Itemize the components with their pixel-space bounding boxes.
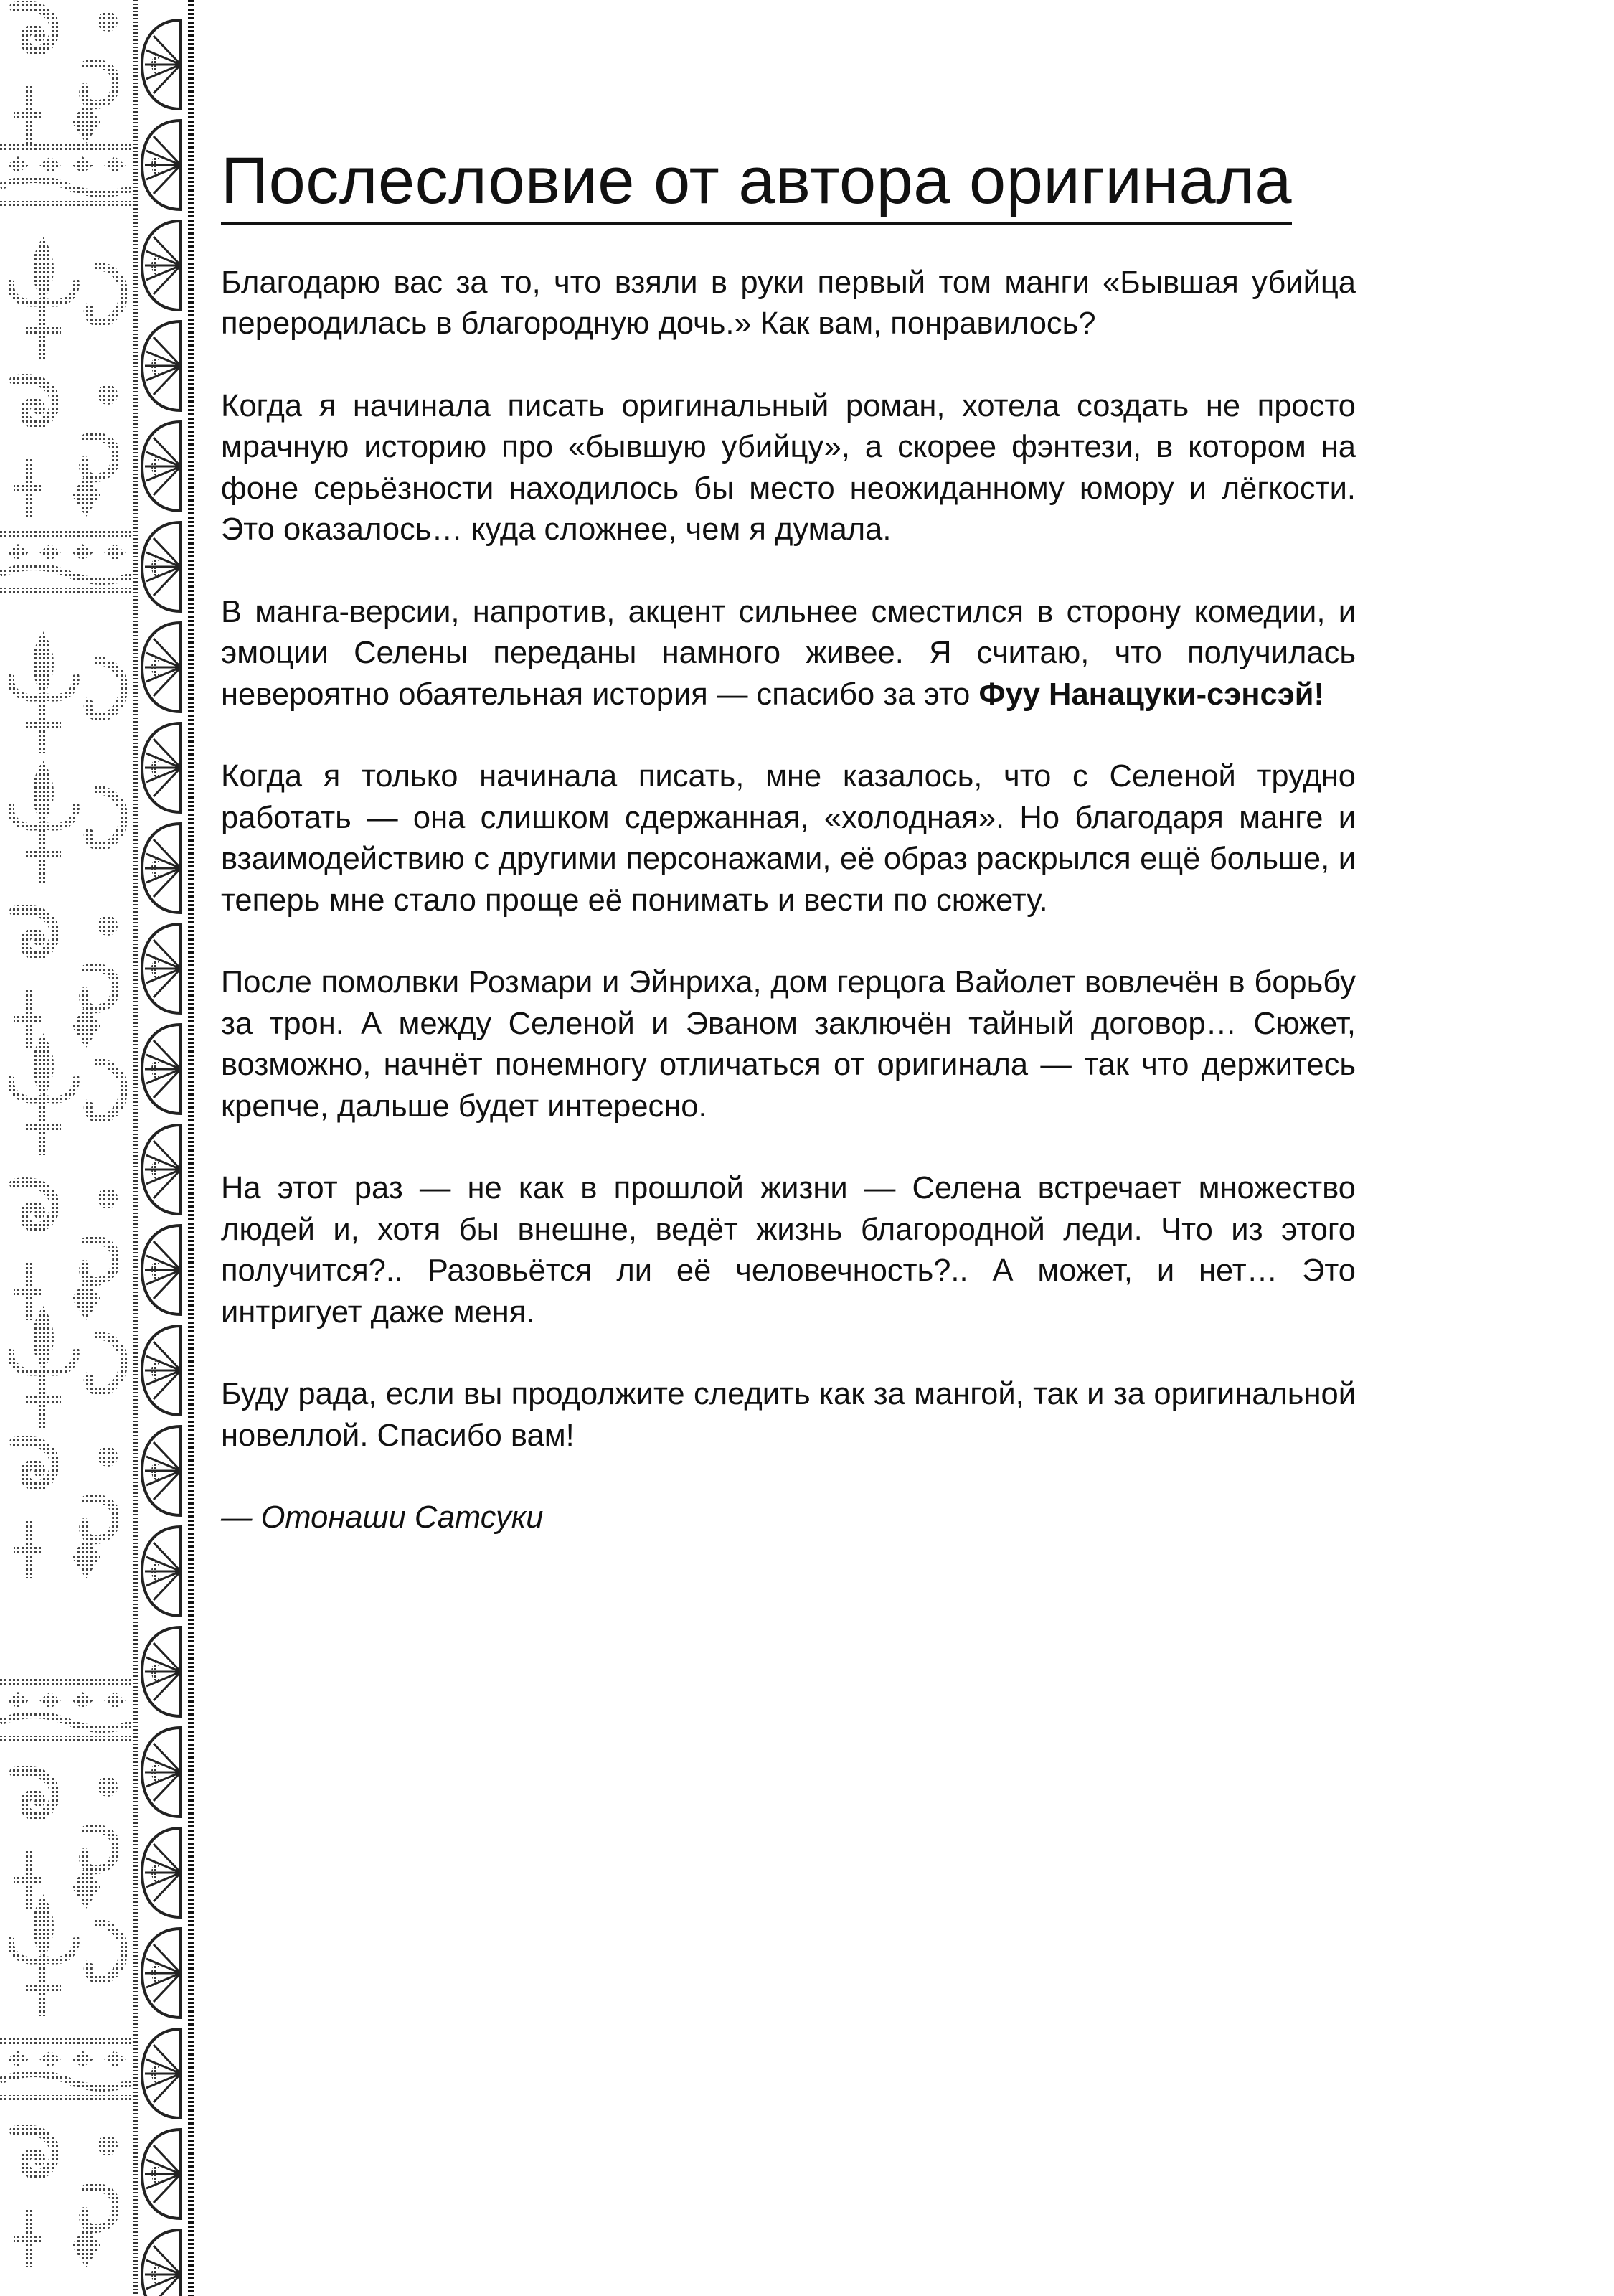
paragraph-1: [221, 263, 1356, 345]
paragraph-4: [221, 756, 1356, 921]
illustrator-name: Фуу Нанацуки-сэнсэй!: [978, 677, 1324, 712]
paragraph-text: Благодарю вас за то, что взяли в руки первый том манги «Бывшая убийца переродилась в благородную дочь.» Как вам, понравилось?: [221, 265, 1356, 342]
afterword-content: [221, 144, 1356, 1539]
ornamental-border: [0, 0, 136, 2296]
paragraph-7: [221, 1374, 1356, 1457]
ornament-pattern: [0, 0, 136, 2296]
paragraph-text: Буду рада, если вы продолжите следить как за мангой, так и за оригинальной новеллой. Спасибо вам!: [221, 1377, 1356, 1453]
shell-ornament-pattern: [136, 0, 187, 2296]
paragraph-5: [221, 962, 1356, 1127]
paragraph-text: После помолвки Розмари и Эйнриха, дом герцога Вайолет вовлечён в борьбу за трон. А между Селеной и Эваном заключён тайный договор… Сюжет, возможно, начнёт понемногу отличаться от оригинала — так что держитесь крепче, дальше будет интересно.: [221, 965, 1356, 1124]
author-signature: — Отонаши Сатсуки: [221, 1500, 544, 1535]
paragraph-6: [221, 1168, 1356, 1333]
paragraph-text: В манга-версии, напротив, акцент сильнее сместился в сторону комедии, и эмоции Селены переданы намного живее. Я считаю, что получилась невероятно обаятельная история — спасибо за это: [221, 594, 1356, 712]
paragraph-text: На этот раз — не как в прошлой жизни — Селена встречает множество людей и, хотя бы внешне, ведёт жизнь благородной леди. Что из этого получится?.. Разовьётся ли её человечность?.. А может, и нет… Это интригует даже меня.: [221, 1171, 1356, 1330]
shell-ornament-column: [136, 0, 187, 2296]
page-title: Послесловие от автора оригинала: [221, 144, 1292, 225]
paragraph-text: Когда я начинала писать оригинальный роман, хотела создать не просто мрачную историю про «бывшую убийцу», а скорее фэнтези, в котором на фоне серьёзности находилось бы место неожиданному юмору и лёгкости. Это оказалось… куда сложнее, чем я думала.: [221, 388, 1356, 547]
paragraph-2: [221, 386, 1356, 551]
border-rule-inner: [188, 0, 194, 2296]
paragraph-text: Когда я только начинала писать, мне казалось, что с Селеной трудно работать — она слишком сдержанная, «холодная». Но благодаря манге и взаимодействию с другими персонажами, её образ раскрылся ещё больше, и теперь мне стало проще её понимать и вести по сюжету.: [221, 759, 1356, 918]
shell-icons: [142, 20, 181, 2296]
paragraph-3: [221, 592, 1356, 716]
